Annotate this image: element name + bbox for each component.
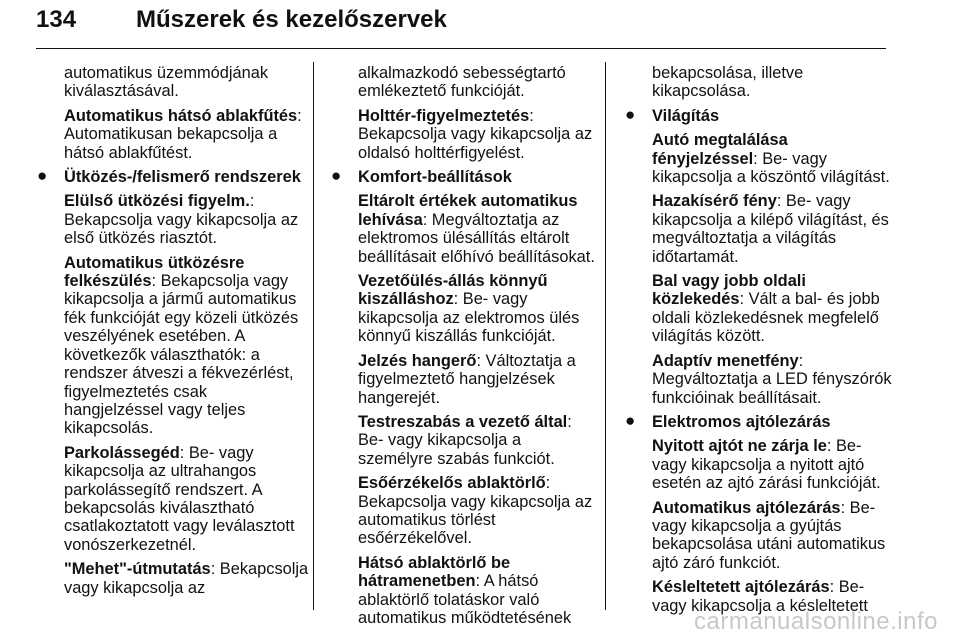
- section-heading-text: Ütközés-/felismerő rendszerek: [64, 168, 301, 187]
- paragraph: bekapcsolása, illetve kikapcsolása.: [652, 64, 804, 101]
- setting-item: [652, 499, 892, 573]
- section-heading: [37, 166, 309, 187]
- setting-item: [64, 192, 309, 247]
- setting-desc: : Bekapcsolja vagy kikapcsolja a jármű automatikus fék funkcióját egy közeli ütközés veszélyének esetében. A következők választhatók: a rendszer átveszi a fékvezérlést, figyelmeztetés csak hangjelzéssel vagy teljes kikapcsolás.: [64, 272, 299, 438]
- section-heading-text: Világítás: [652, 106, 720, 125]
- setting-item: [64, 560, 309, 597]
- setting-desc: : Változtatja a figyelmeztető hangjelzések hangerejét.: [358, 351, 576, 407]
- setting-desc: : Megváltoztatja a LED fényszórók funkcióinak beállításait.: [652, 351, 892, 407]
- setting-term: Eltárolt értékek automatikus lehívása: [358, 192, 578, 229]
- page-header: [36, 4, 886, 49]
- setting-desc: : Be- vagy kikapcsolja a gyújtás bekapcsolása utáni automatikus ajtó záró funkciót.: [652, 498, 886, 572]
- setting-item: [64, 254, 309, 438]
- setting-term: Automatikus ütközésre felkészülés: [64, 253, 245, 291]
- column-divider-1: [313, 62, 314, 610]
- section-heading: [625, 410, 892, 431]
- setting-term: Holttér-figyelmeztetés: [358, 106, 530, 125]
- setting-item: [358, 192, 598, 266]
- setting-item: [652, 131, 892, 186]
- page-number: 134: [36, 6, 77, 33]
- setting-item: [358, 413, 598, 468]
- bullet-icon: ●: [625, 104, 636, 124]
- setting-desc: : Be- vagy kikapcsolja a nyitott ajtó esetén az ajtó zárási funkcióját.: [652, 437, 881, 493]
- setting-item: [652, 272, 892, 346]
- setting-term: Elülső ütközési figyelm.: [64, 192, 250, 211]
- column-1: [37, 64, 309, 603]
- setting-item: [358, 272, 598, 346]
- setting-desc: : Megváltoztatja az elektromos ülésállítás eltárolt beállításait előhívó beállításokat.: [358, 210, 595, 266]
- setting-term: Hátsó ablaktörlő be hátramenetben: [358, 553, 511, 591]
- setting-desc: : Vált a bal- és jobb oldali közlekedésnek megfelelő világítás között.: [652, 290, 880, 346]
- setting-item: [652, 192, 892, 266]
- setting-item: [358, 107, 598, 162]
- setting-term: Esőérzékelős ablaktörlő: [358, 474, 546, 493]
- setting-desc: : Bekapcsolja vagy kikapcsolja az: [64, 560, 309, 597]
- setting-term: Testreszabás a vezető által: [358, 412, 568, 431]
- bullet-icon: ●: [331, 166, 342, 186]
- setting-desc: : A hátsó ablaktörlő tolatáskor való automatikus működtetésének: [358, 572, 572, 627]
- setting-term: Nyitott ajtót ne zárja le: [652, 437, 827, 456]
- section-heading: [331, 166, 598, 187]
- column-2: [331, 64, 598, 633]
- setting-item: [652, 437, 892, 492]
- section-heading-text: Elektromos ajtólezárás: [652, 412, 831, 431]
- setting-desc: : Bekapcsolja vagy kikapcsolja az oldalsó holttérfigyelést.: [358, 106, 593, 162]
- setting-term: Adaptív menetfény: [652, 351, 799, 370]
- paragraph: alkalmazkodó sebességtartó emlékeztető funkcióját.: [358, 64, 566, 101]
- setting-item: [64, 444, 309, 554]
- setting-desc: : Be- vagy kikapcsolja a személyre szabás funkciót.: [358, 412, 572, 468]
- section-heading-text: Komfort-beállítások: [358, 168, 512, 187]
- column-divider-2: [605, 62, 606, 610]
- setting-term: Hazakísérő fény: [652, 192, 777, 211]
- setting-item: [652, 352, 892, 407]
- page-title: Műszerek és kezelőszervek: [136, 6, 447, 33]
- setting-term: Jelzés hangerő: [358, 351, 477, 370]
- section-heading: [625, 104, 892, 125]
- setting-term: Automatikus hátsó ablakfűtés: [64, 106, 298, 125]
- setting-desc: : Bekapcsolja vagy kikapcsolja az első ütközés riasztót.: [64, 192, 299, 248]
- setting-desc: : Be- vagy kikapcsolja a kilépő világítást, és megváltoztatja a világítás időtartamát.: [652, 192, 889, 266]
- bullet-icon: ●: [625, 410, 636, 430]
- bullet-icon: ●: [37, 166, 48, 186]
- setting-desc: : Automatikusan bekapcsolja a hátsó ablakfűtést.: [64, 106, 302, 162]
- column-3: [625, 64, 892, 621]
- setting-term: Bal vagy jobb oldali közlekedés: [652, 272, 806, 309]
- setting-term: Vezetőülés-állás könnyű kiszálláshoz: [358, 272, 548, 309]
- setting-term: Parkolássegéd: [64, 443, 180, 462]
- watermark: carmanualsonline.info: [694, 608, 938, 635]
- paragraph: automatikus üzemmódjának kiválasztásával.: [64, 64, 269, 101]
- setting-desc: : Be- vagy kikapcsolja a köszöntő világítást.: [652, 149, 890, 187]
- setting-desc: : Bekapcsolja vagy kikapcsolja az automatikus törlést esőérzékelővel.: [358, 474, 593, 548]
- setting-desc: : Be- vagy kikapcsolja a késleltetett: [652, 578, 868, 615]
- setting-item: [358, 474, 598, 548]
- setting-term: Késleltetett ajtólezárás: [652, 578, 830, 597]
- setting-term: Autó megtalálása fényjelzéssel: [652, 131, 788, 168]
- setting-item: [64, 107, 309, 162]
- setting-item: [358, 352, 598, 407]
- setting-desc: : Be- vagy kikapcsolja az ultrahangos parkolássegítő rendszert. A bekapcsolás kiválasztható csatlakoztatott vagy leválasztott vonószerkezetnél.: [64, 443, 295, 554]
- setting-term: Automatikus ajtólezárás: [652, 498, 841, 517]
- setting-term: "Mehet"-útmutatás: [64, 560, 211, 579]
- setting-desc: : Be- vagy kikapcsolja az elektromos ülés könnyű kiszállás funkcióját.: [358, 290, 580, 346]
